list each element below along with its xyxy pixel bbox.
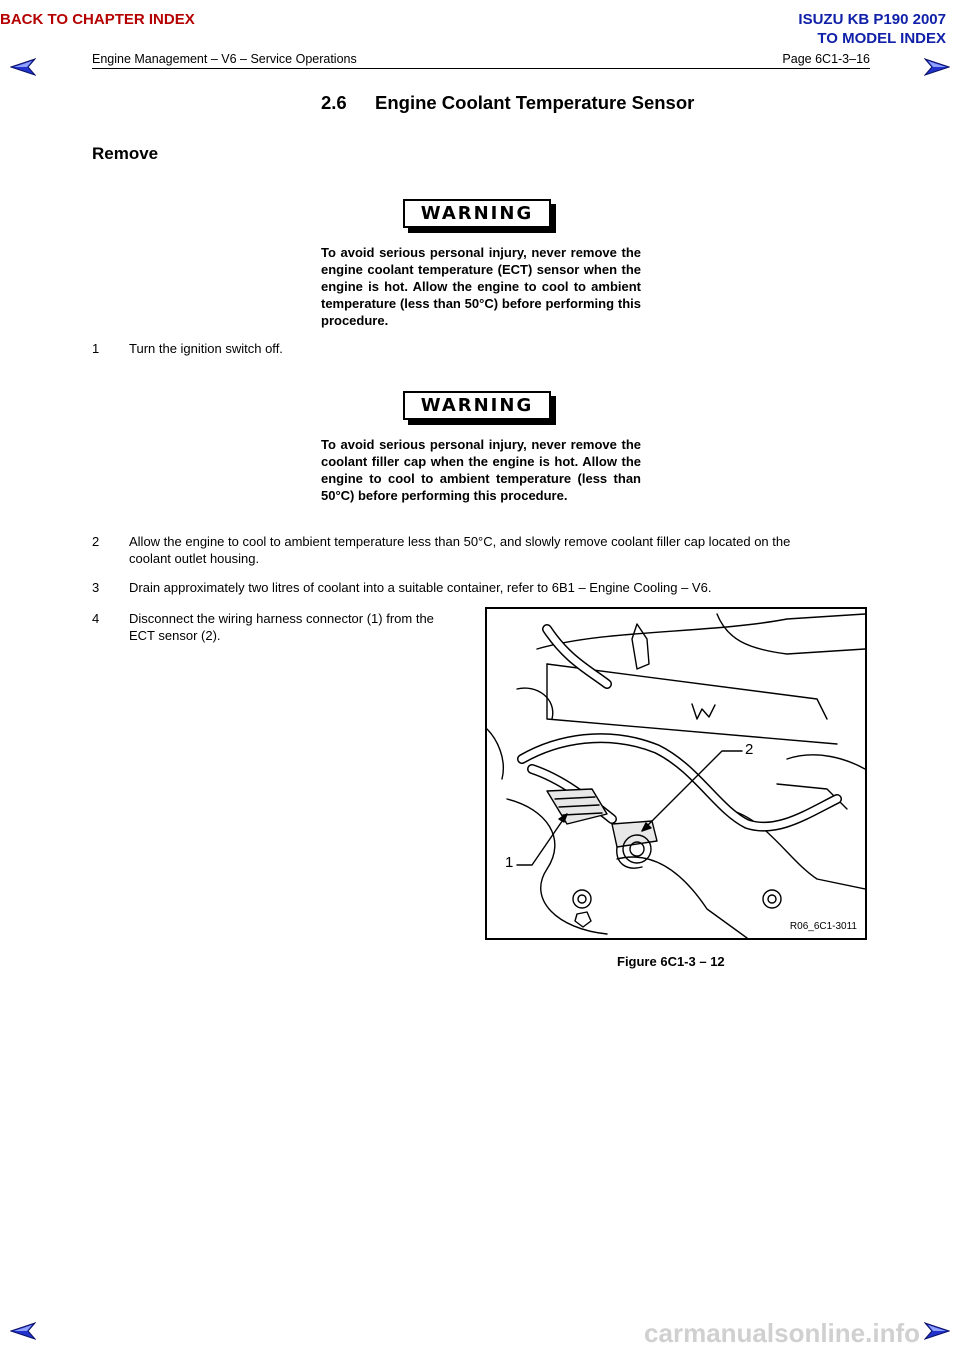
step-number: 1 [92,341,100,356]
step-number: 4 [92,611,100,626]
warning-label: WARNING [403,391,551,420]
step-text: Allow the engine to cool to ambient temperature less than 50°C, and slowly remove coolant filler cap located on the [129,534,791,549]
ect-sensor-line-drawing [487,609,865,938]
step-2 [92,533,892,569]
next-page-bottom-arrow-icon[interactable] [924,1322,950,1340]
back-to-chapter-index-link[interactable]: BACK TO CHAPTER INDEX [0,11,195,28]
step-text: Drain approximately two litres of coolant into a suitable container, refer to 6B1 – Engine Cooling – V6. [129,580,712,595]
to-model-index-link[interactable]: TO MODEL INDEX [817,30,946,47]
running-header-title: Engine Management – V6 – Service Operations [92,52,357,66]
step-text-continued: ECT sensor (2). [129,628,221,643]
figure-reference: R06_6C1-3011 [789,921,857,932]
figure-caption: Figure 6C1-3 – 12 [617,954,725,969]
step-number: 2 [92,534,100,549]
header-divider [92,68,870,69]
step-text: Disconnect the wiring harness connector (1) from the [129,611,434,626]
section-number: 2.6 [321,92,347,113]
step-number: 3 [92,580,100,595]
callout-1: 1 [505,854,514,871]
watermark: carmanualsonline.info [644,1318,920,1348]
warning-text-1: To avoid serious personal injury, never remove the engine coolant temperature (ECT) sensor when the engine is hot. Allow the engine to cool to ambient temperature (less than 50°C) before performing this procedure. [321,245,641,328]
section-title: Engine Coolant Temperature Sensor [375,92,695,113]
next-page-arrow-icon[interactable] [924,58,950,76]
page-number: Page 6C1-3–16 [782,52,870,66]
model-title: ISUZU KB P190 2007 [798,11,946,28]
ect-sensor-figure [485,607,867,940]
previous-page-arrow-icon[interactable] [10,58,36,76]
step-text-continued: coolant outlet housing. [129,551,260,566]
warning-text-2: To avoid serious personal injury, never remove the coolant filler cap when the engine is hot. Allow the engine to cool to ambient temperature (less than 50°C) before performing this procedure. [321,437,641,503]
warning-badge-1 [403,199,557,231]
step-1 [92,340,872,358]
step-4 [92,610,482,646]
step-text: Turn the ignition switch off. [129,341,283,356]
warning-badge-2 [403,391,557,423]
callout-2: 2 [745,741,754,758]
step-3 [92,579,872,597]
previous-page-bottom-arrow-icon[interactable] [10,1322,36,1340]
warning-label: WARNING [403,199,551,228]
subheading-remove: Remove [92,144,159,163]
